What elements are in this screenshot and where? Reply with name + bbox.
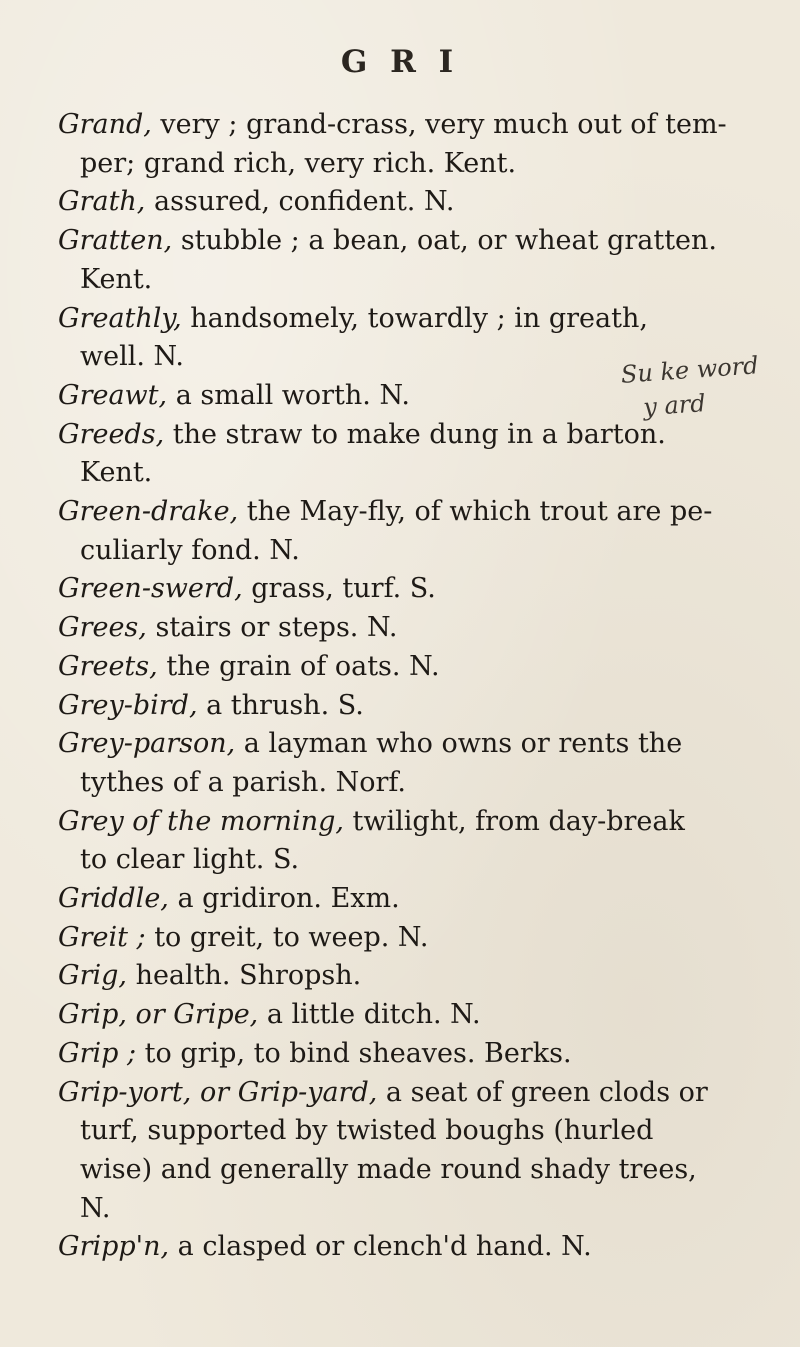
headword: Grip, or Gripe, xyxy=(58,999,259,1031)
definition-continuation: per; grand rich, very rich. Kent. xyxy=(80,147,517,179)
definition-continuation: culiarly fond. N. xyxy=(80,534,300,566)
headword: Griddle, xyxy=(58,883,169,915)
page-header: G R I xyxy=(340,44,460,80)
headword: Green-drake, xyxy=(58,496,239,528)
definition-continuation: to clear light. S. xyxy=(80,844,300,876)
definition: health. Shropsh. xyxy=(126,960,362,992)
definition: very ; grand-crass, very much out of tem- xyxy=(151,109,727,140)
definition: a gridiron. Exm. xyxy=(168,883,400,915)
definition-continuation: turf, supported by twisted boughs (hurled xyxy=(80,1115,654,1147)
definition: stubble ; a bean, oat, or wheat gratten. xyxy=(172,225,718,257)
definition: a layman who owns or rents the xyxy=(235,728,683,760)
annotation-line: Su ke word xyxy=(620,351,760,389)
definition: the May-fly, of which trout are pe- xyxy=(238,496,713,528)
entry-grip-yort xyxy=(58,1074,783,1229)
definition-continuation: tythes of a parish. Norf. xyxy=(80,766,407,798)
headword: Grip-yort, or Grip-yard, xyxy=(58,1076,378,1108)
dictionary-entries xyxy=(58,106,783,1267)
annotation-line: y ard xyxy=(642,389,707,422)
headword: Grip ; xyxy=(58,1037,137,1069)
headword: Grath, xyxy=(58,186,146,218)
definition: assured, confident. N. xyxy=(145,186,455,218)
entry-grip-gripe xyxy=(58,996,783,1035)
definition-continuation: N. xyxy=(80,1192,111,1224)
definition-continuation: well. N. xyxy=(80,341,185,373)
definition-continuation: Kent. xyxy=(80,263,153,295)
entry-grath xyxy=(58,183,783,222)
headword: Grig, xyxy=(58,960,127,992)
entry-green-drake xyxy=(58,493,783,570)
headword: Greawt, xyxy=(58,379,168,411)
headword: Grey-parson, xyxy=(58,728,236,760)
entry-green-swerd xyxy=(58,570,783,609)
definition: the grain of oats. N. xyxy=(157,650,440,682)
definition: a clasped or clench'd hand. N. xyxy=(169,1231,592,1263)
definition: twilight, from day-break xyxy=(343,805,685,837)
handwritten-annotation xyxy=(620,351,762,422)
headword: Greit ; xyxy=(58,921,146,953)
entry-grey-parson xyxy=(58,725,783,802)
entry-grip-verb xyxy=(58,1035,783,1074)
definition: to grip, to bind sheaves. Berks. xyxy=(136,1037,572,1069)
headword: Gratten, xyxy=(58,225,173,257)
definition: grass, turf. S. xyxy=(242,573,436,605)
entry-grand xyxy=(58,106,783,183)
definition: a thrush. S. xyxy=(197,689,364,721)
entry-grippn xyxy=(58,1228,783,1267)
headword: Greeds, xyxy=(58,418,165,450)
definition: a little ditch. N. xyxy=(258,999,481,1031)
entry-grig xyxy=(58,957,783,996)
entry-grey-of-the-morning xyxy=(58,803,783,880)
headword: Green-swerd, xyxy=(58,573,243,605)
entry-griddle xyxy=(58,880,783,919)
definition-continuation: Kent. xyxy=(80,457,153,489)
headword: Gripp'n, xyxy=(58,1231,170,1263)
headword: Grey-bird, xyxy=(58,689,198,721)
entry-gratten xyxy=(58,222,783,299)
definition: stairs or steps. N. xyxy=(146,612,398,644)
entry-grees xyxy=(58,609,783,648)
entry-grey-bird xyxy=(58,687,783,726)
definition: a small worth. N. xyxy=(167,379,410,411)
entry-greets xyxy=(58,648,783,687)
entry-greit xyxy=(58,919,783,958)
definition: handsomely, towardly ; in greath, xyxy=(181,302,648,334)
headword: Grey of the morning, xyxy=(58,805,344,837)
definition: a seat of green clods or xyxy=(377,1076,708,1108)
definition: the straw to make dung in a barton. xyxy=(164,418,666,450)
headword: Grand, xyxy=(58,109,152,140)
entry-greeds xyxy=(58,416,783,493)
definition-continuation: wise) and generally made round shady trees, xyxy=(80,1153,697,1185)
headword: Greathly, xyxy=(58,302,182,334)
headword: Grees, xyxy=(58,612,147,644)
definition: to greit, to weep. N. xyxy=(145,921,429,953)
headword: Greets, xyxy=(58,650,158,682)
